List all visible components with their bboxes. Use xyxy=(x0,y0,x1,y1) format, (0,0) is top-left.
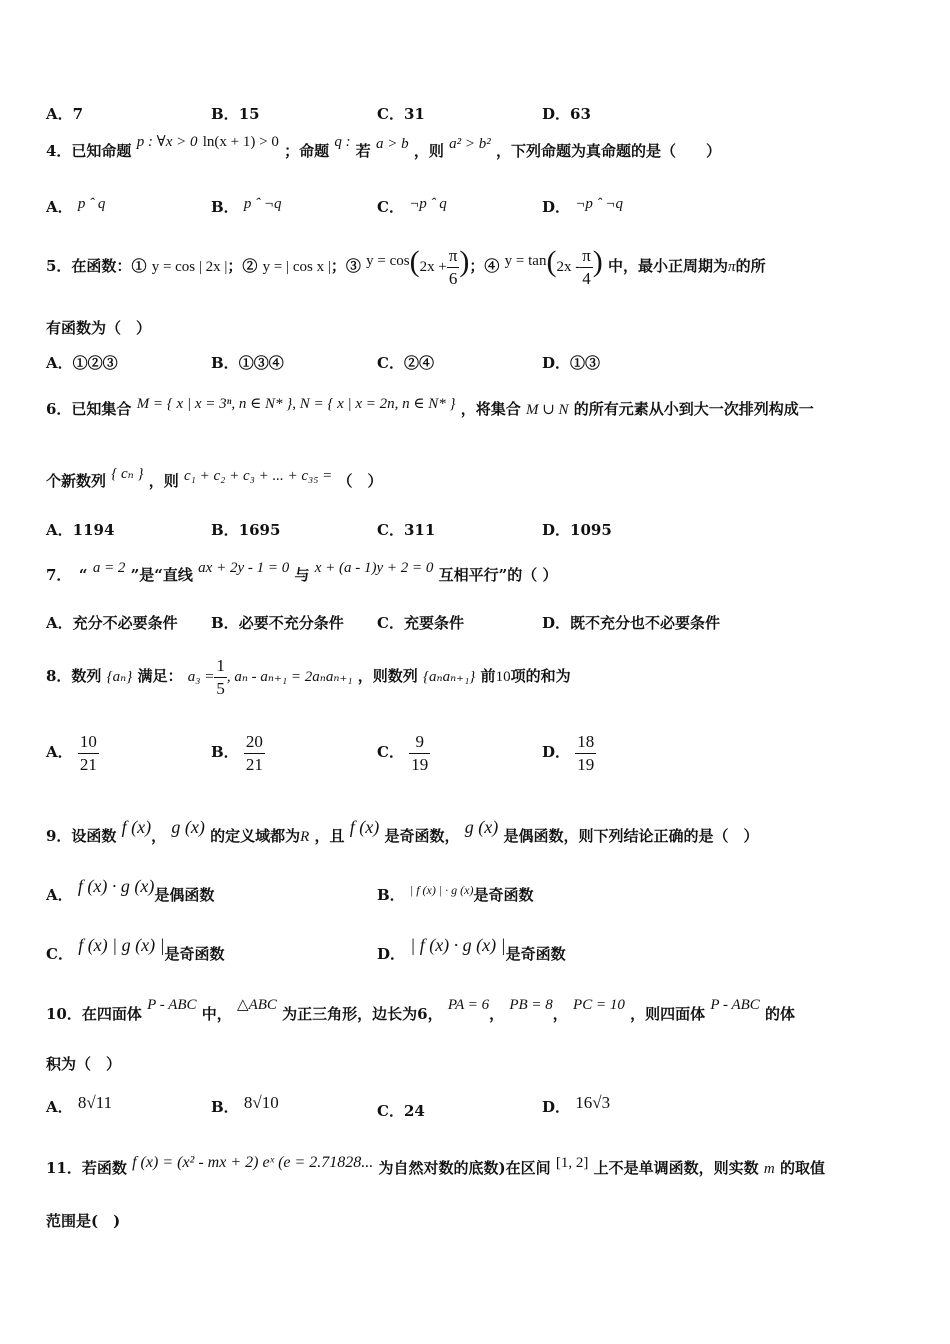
q7-option-a[interactable]: A．充分不必要条件 xyxy=(46,614,178,632)
q7-option-c[interactable]: C．充要条件 xyxy=(377,614,464,632)
q6-option-d[interactable]: D．1095 xyxy=(542,521,612,539)
option-key: D． xyxy=(542,105,571,123)
q4-option-c[interactable]: C． ¬p ˆ q xyxy=(377,196,447,216)
q5-stem: 5．在函数：① y = cos | 2x |；② y = | cos x |；③ y = cos(2x + $\frac{\pi}{6}$ )；④ y = tan(2x - $\frac{\pi}{4}$ ) 中，最小正周期为π的所 xyxy=(46,245,766,288)
option-key: B． xyxy=(211,105,239,123)
q4-p-def: p : ∀x > 0 xyxy=(136,134,198,150)
q6-option-b[interactable]: B．1695 xyxy=(211,521,281,539)
q6-option-a[interactable]: A．1194 xyxy=(46,521,115,539)
q9-option-c[interactable]: C． f (x) | g (x) |是奇函数 xyxy=(46,935,225,963)
q8-option-a[interactable]: A． $\frac{10}{21}$ xyxy=(46,731,97,774)
q7-option-b[interactable]: B．必要不充分条件 xyxy=(211,614,344,632)
q10-stem-cont: 积为（ ） xyxy=(46,1055,122,1073)
option-text: 15 xyxy=(238,105,260,123)
option-text: 63 xyxy=(570,105,591,123)
option-text: 7 xyxy=(72,105,84,123)
q7-option-d[interactable]: D．既不充分也不必要条件 xyxy=(542,614,721,632)
q8-option-d[interactable]: D． $\frac{18}{19}$ xyxy=(542,731,595,774)
q3-option-a[interactable] xyxy=(46,103,83,124)
q9-option-d[interactable]: D． | f (x) · g (x) |是奇函数 xyxy=(377,935,566,963)
q11-stem-cont: 范围是( ) xyxy=(46,1212,121,1230)
option-key: A． xyxy=(46,105,73,123)
option-text: 31 xyxy=(403,105,425,123)
q4-option-d[interactable]: D． ¬p ˆ ¬q xyxy=(542,196,623,216)
q6-option-c[interactable]: C．311 xyxy=(377,521,436,539)
q3-option-d[interactable] xyxy=(542,103,591,124)
q3-option-b[interactable] xyxy=(211,103,260,124)
q5-option-b[interactable]: B．①③④ xyxy=(211,354,284,372)
q8-option-b[interactable]: B． $\frac{20}{21}$ xyxy=(211,731,263,774)
q11-stem: 11．若函数 f (x) = (x² - mx + 2) eˣ (e = 2.71828... 为自然对数的底数)在区间 [1, 2] 上不是单调函数，则实数 m 的取值 xyxy=(46,1154,825,1177)
q4-option-a[interactable]: A． p ˆ q xyxy=(46,196,106,216)
q5-stem-cont: 有函数为（ ） xyxy=(46,319,152,337)
q4-p-def2: ln(x + 1) > 0 xyxy=(202,134,279,150)
q9-stem: 9．设函数 f (x)， g (x) 的定义域都为R ，且 f (x) 是奇函数， g (x) 是偶函数，则下列结论正确的是（ ） xyxy=(46,817,759,845)
q8-option-c[interactable]: C． $\frac{9}{19}$ xyxy=(377,731,429,774)
q5-option-d[interactable]: D．①③ xyxy=(542,354,601,372)
q7-stem: 7． “ a = 2 ”是“直线 ax + 2y - 1 = 0 与 x + (a - 1)y + 2 = 0 互相平行”的（ ） xyxy=(46,560,558,584)
q9-option-a[interactable]: A． f (x) · g (x)是偶函数 xyxy=(46,876,215,904)
q6-stem: 6．已知集合 M = { x | x = 3ⁿ, n ∈ N* }, N = { x | x = 2n, n ∈ N* } ，将集合 M ∪ N 的所有元素从小到大一次排列构成一 xyxy=(46,396,814,418)
q4-stem: 4．已知命题 p : ∀x > 0 ln(x + 1) > 0 ；命题 q : 若 a > b ，则 a² > b² ，下列命题为真命题的是（ ） xyxy=(46,134,722,160)
q8-stem: 8．数列 {aₙ} 满足： a₃ = $\frac{1}{5}$ , aₙ - aₙ₊₁ = 2aₙaₙ₊₁ ，则数列 {aₙaₙ₊₁} 前10项的和为 xyxy=(46,655,571,698)
q3-option-c[interactable] xyxy=(377,103,425,124)
q5-option-a[interactable]: A．①②③ xyxy=(46,354,118,372)
q10-option-c[interactable]: C．24 xyxy=(377,1102,425,1120)
q10-option-b[interactable]: B． 8√10 xyxy=(211,1093,279,1116)
q10-option-a[interactable]: A． 8√11 xyxy=(46,1093,113,1116)
q10-option-d[interactable]: D． 16√3 xyxy=(542,1093,611,1116)
q10-stem: 10．在四面体 P - ABC 中， △ABC 为正三角形，边长为6， PA = 6， PB = 8， PC = 10 ，则四面体 P - ABC 的体 xyxy=(46,997,796,1023)
q6-stem-cont: 个新数列 { cₙ } ，则 c₁ + c₂ + c₃ + ... + c₃₅ = （ ） xyxy=(46,466,383,490)
q9-option-b[interactable]: B． $^{| f (x) | \cdot g (x)}$是奇函数 xyxy=(377,883,534,904)
q4-option-b[interactable]: B． p ˆ ¬q xyxy=(211,196,282,216)
option-key: C． xyxy=(377,105,404,123)
q5-option-c[interactable]: C．②④ xyxy=(377,354,434,372)
